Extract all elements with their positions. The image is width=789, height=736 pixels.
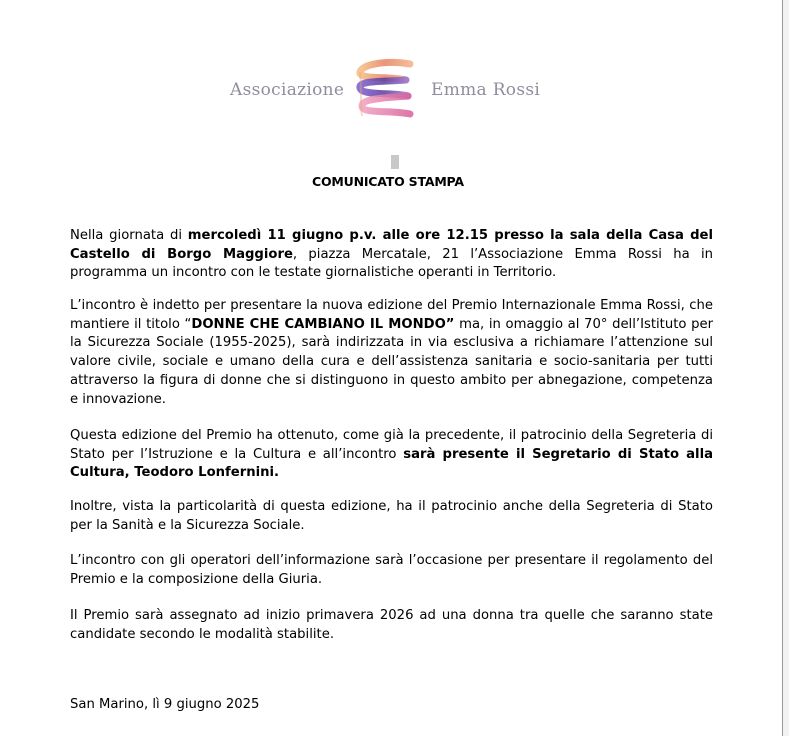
paragraph-text: , piazza Mercatale, 21 l’Associazione Emma Rossi ha in programma un incontro con le testate giornalistiche operanti in Territorio. <box>70 246 713 281</box>
paragraph-event-announcement <box>70 227 713 283</box>
association-logo <box>230 58 540 126</box>
paragraph-patronage <box>70 427 713 483</box>
paragraph-bold-text: DONNE CHE CAMBIANO IL MONDO” <box>191 316 455 332</box>
paragraph-health-patronage: Inoltre, vista la particolarità di questa edizione, ha il patrocinio anche della Segreteria di Stato per la Sanità e la Sicurezza Sociale. <box>70 499 713 533</box>
paragraph-bold-text: mercoledì 11 giugno p.v. alle ore 12.15 presso la sala della Casa del Castello di Borgo Maggiore <box>70 228 713 262</box>
logo-text-associazione: Associazione <box>230 80 345 100</box>
paragraph-text: Nella giornata di <box>70 228 188 243</box>
document-title: COMUNICATO STAMPA <box>312 174 464 189</box>
paragraph-regulations: L’incontro con gli operatori dell’informazione sarà l’occasione per presentare il regolamento del Premio e la composizione della Giuria. <box>70 553 713 587</box>
ribbon-e-logo-icon <box>348 58 426 124</box>
paragraph-award-timing: Il Premio sarà assegnato ad inizio primavera 2026 ad una donna tra quelle che saranno state candidate secondo le modalità stabilite. <box>70 608 713 642</box>
text-cursor-marker <box>391 155 399 169</box>
paragraph-text: L’incontro è indetto per presentare la nuova edizione del Premio Internazionale Emma Rossi, che mantiere il titolo “ <box>70 298 713 332</box>
paragraph-prize-description <box>70 297 713 409</box>
place-date-line: San Marino, lì 9 giugno 2025 <box>70 697 260 712</box>
paragraph-text: Questa edizione del Premio ha ottenuto, come già la precedente, il patrocinio della Segreteria di Stato per l’Istruzione e la Cultura e all’incontro <box>70 428 713 462</box>
paragraph-text: ma, in omaggio al 70° dell’Istituto per la Sicurezza Sociale (1955-2025), sarà indirizzata in via esclusiva a richiamare l’attenzione sul valore civile, sociale e umano della cura e dell’assistenza sanitaria e socio-sanitaria per tutti attraverso la figura di donne che si distinguono in questo ambito per abnegazione, competenza e innovazione. <box>70 316 713 407</box>
paragraph-bold-text: sarà presente il Segretario di Stato alla Cultura, Teodoro Lonfernini. <box>70 446 713 481</box>
window-gutter <box>783 0 789 736</box>
logo-text-emma-rossi: Emma Rossi <box>431 80 541 100</box>
